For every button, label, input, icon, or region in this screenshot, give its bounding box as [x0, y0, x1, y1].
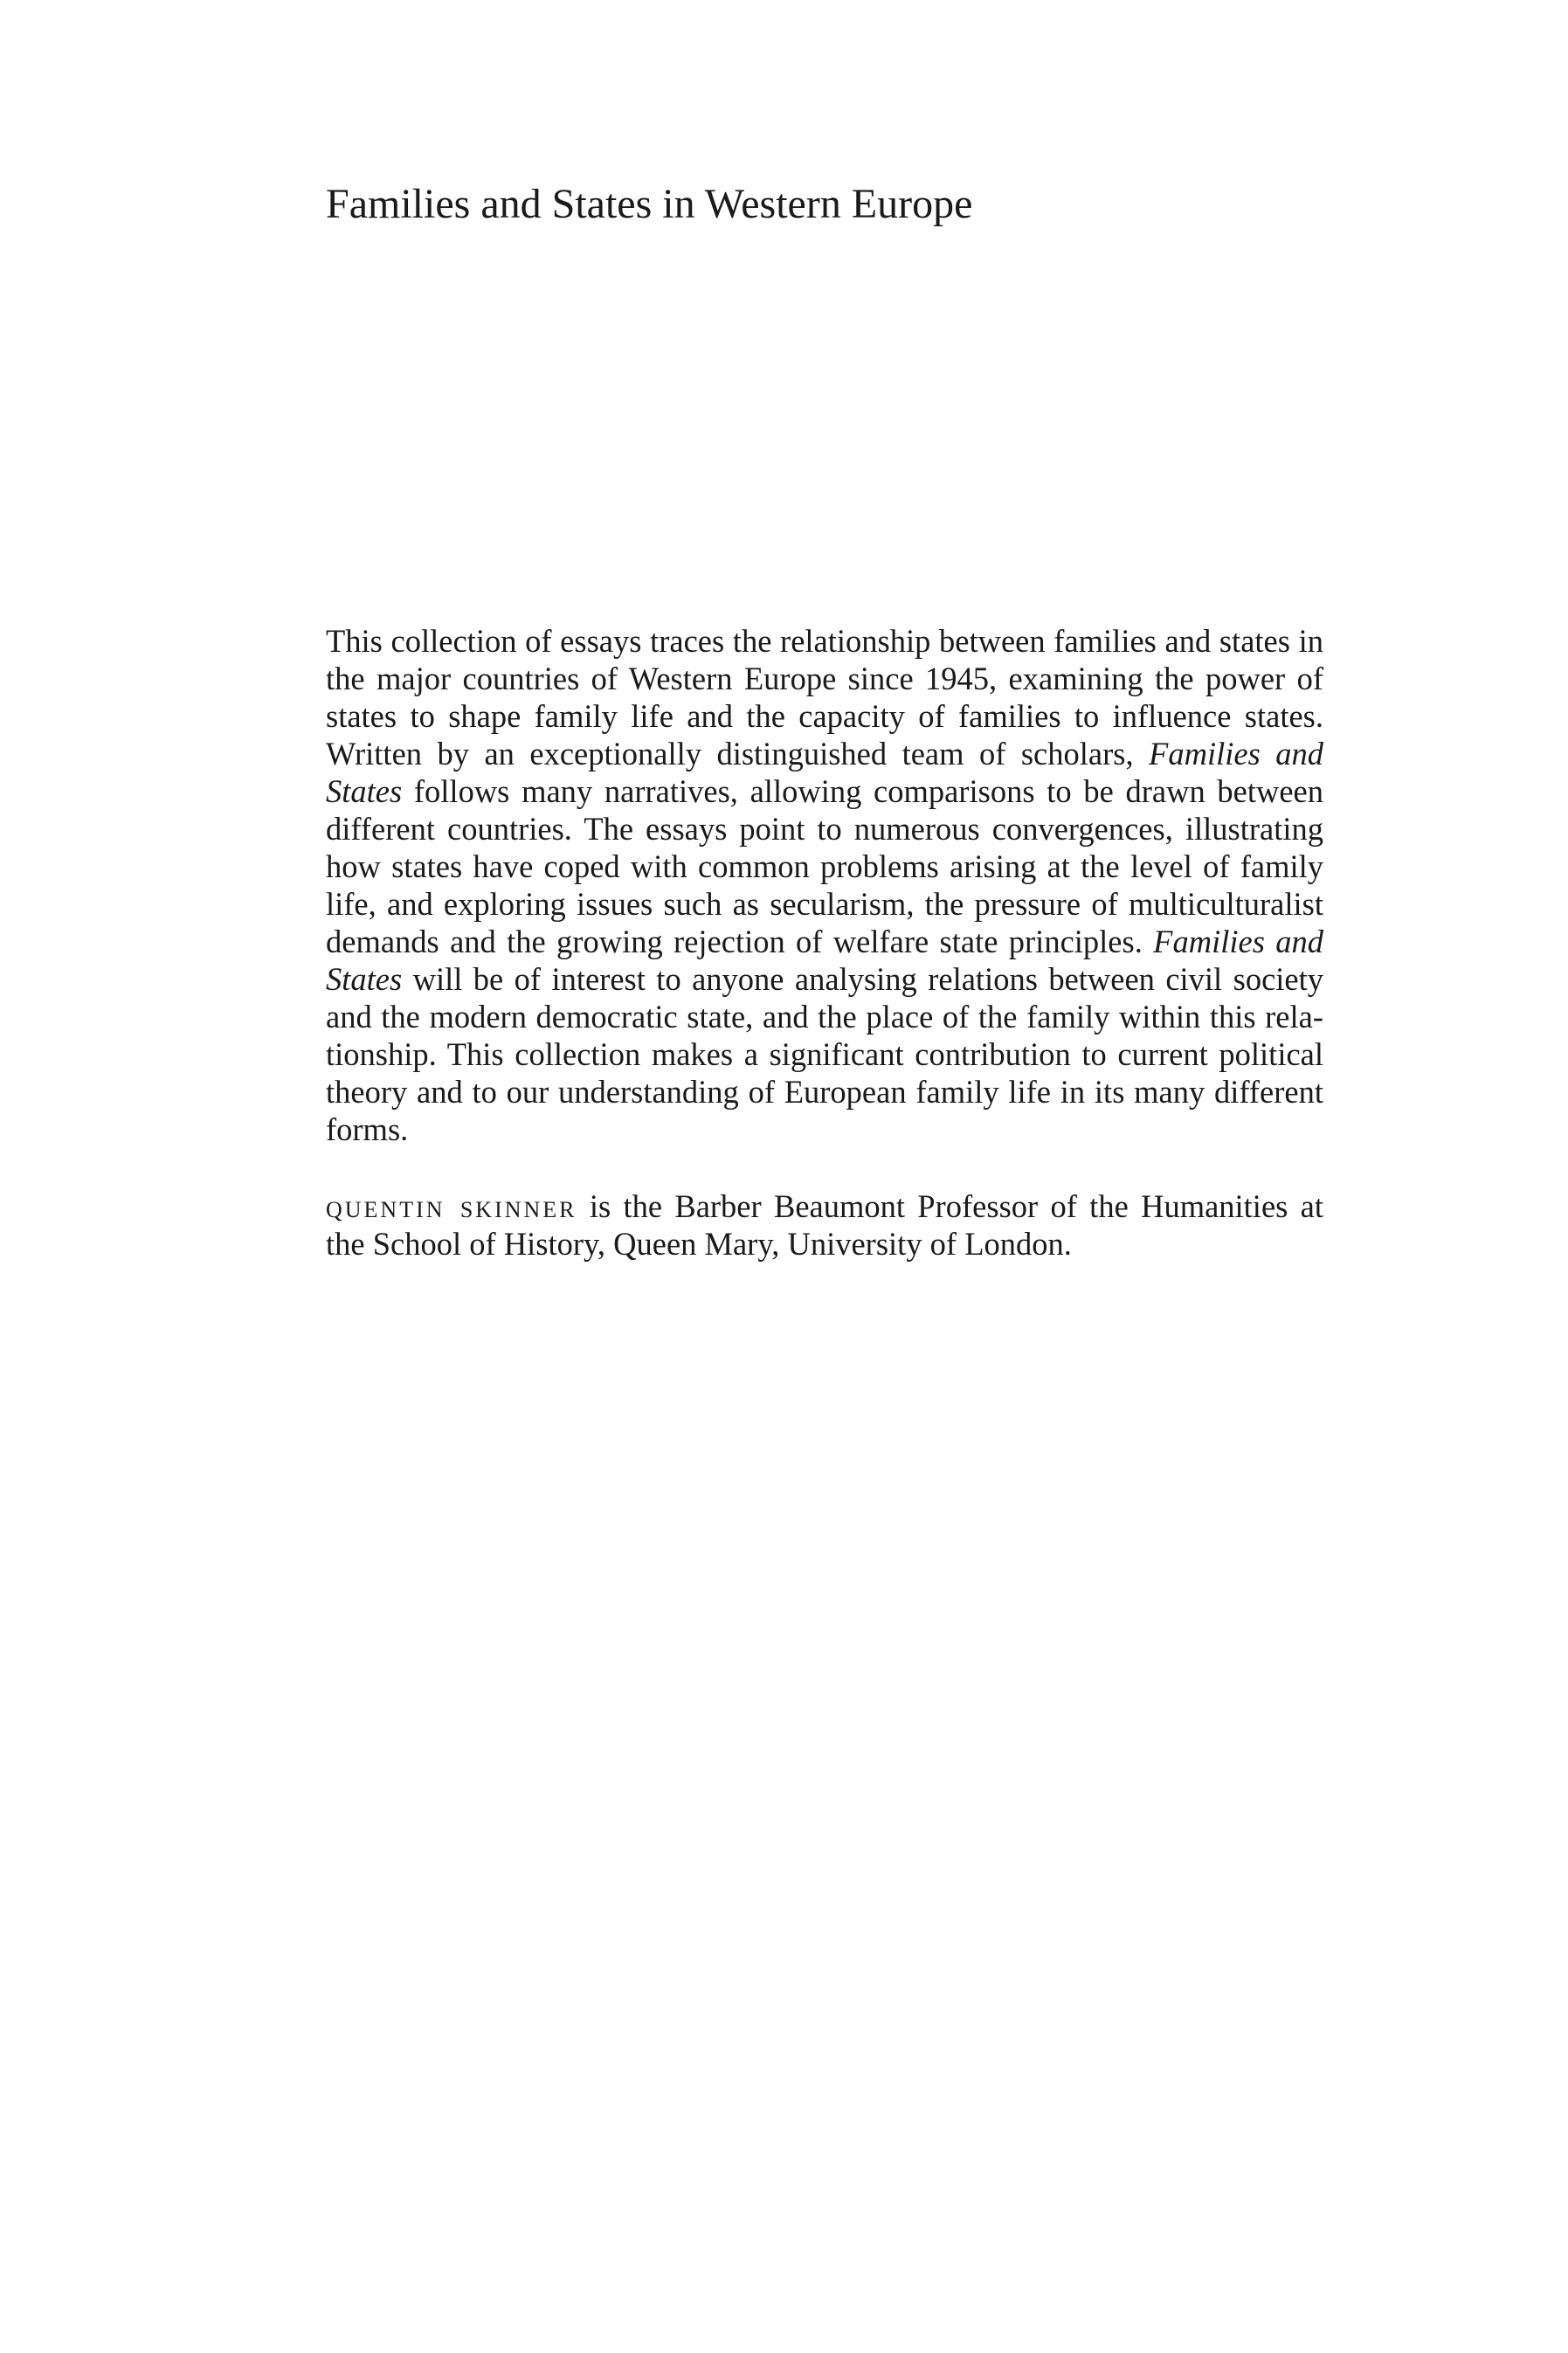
- author-bio-text: is the Barber Beaumont Professor of the Humanities at the School of History, Queen Mary, University of London.: [326, 1188, 1324, 1262]
- description-text-2: follows many narratives, allowing comparisons to be drawn between different countries. The essays point to numerous convergences, illustrating how states have coped with common problems arising at the level of family life, and exploring issues such as secularism, the pressure of multiculturalist demands and the growing rejection of welfare state principles.: [326, 773, 1323, 959]
- description-text-1: This collection of essays traces the relationship between families and states in the major countries of Western Europe since 1945, examining the power of states to shape family life and the capacity of families to influence states. Written by an exceptionally distinguished team of scholars,: [326, 623, 1323, 772]
- book-title: Families and States in Western Europe: [326, 181, 973, 227]
- author-name: quentin skinner: [326, 1188, 577, 1224]
- description-text-3: will be of interest to anyone analysing relations between civil society and the modern democratic state, and the place of the family within this relationship. This collection makes a significant contribution to current political theory and to our understanding of European family life in its many different forms.: [326, 961, 1323, 1147]
- description-italic-title-1: Families and States: [326, 736, 1323, 809]
- author-bio: [326, 1187, 1323, 1263]
- book-description: [326, 622, 1323, 1148]
- description-italic-title-2: Families and States: [326, 924, 1323, 997]
